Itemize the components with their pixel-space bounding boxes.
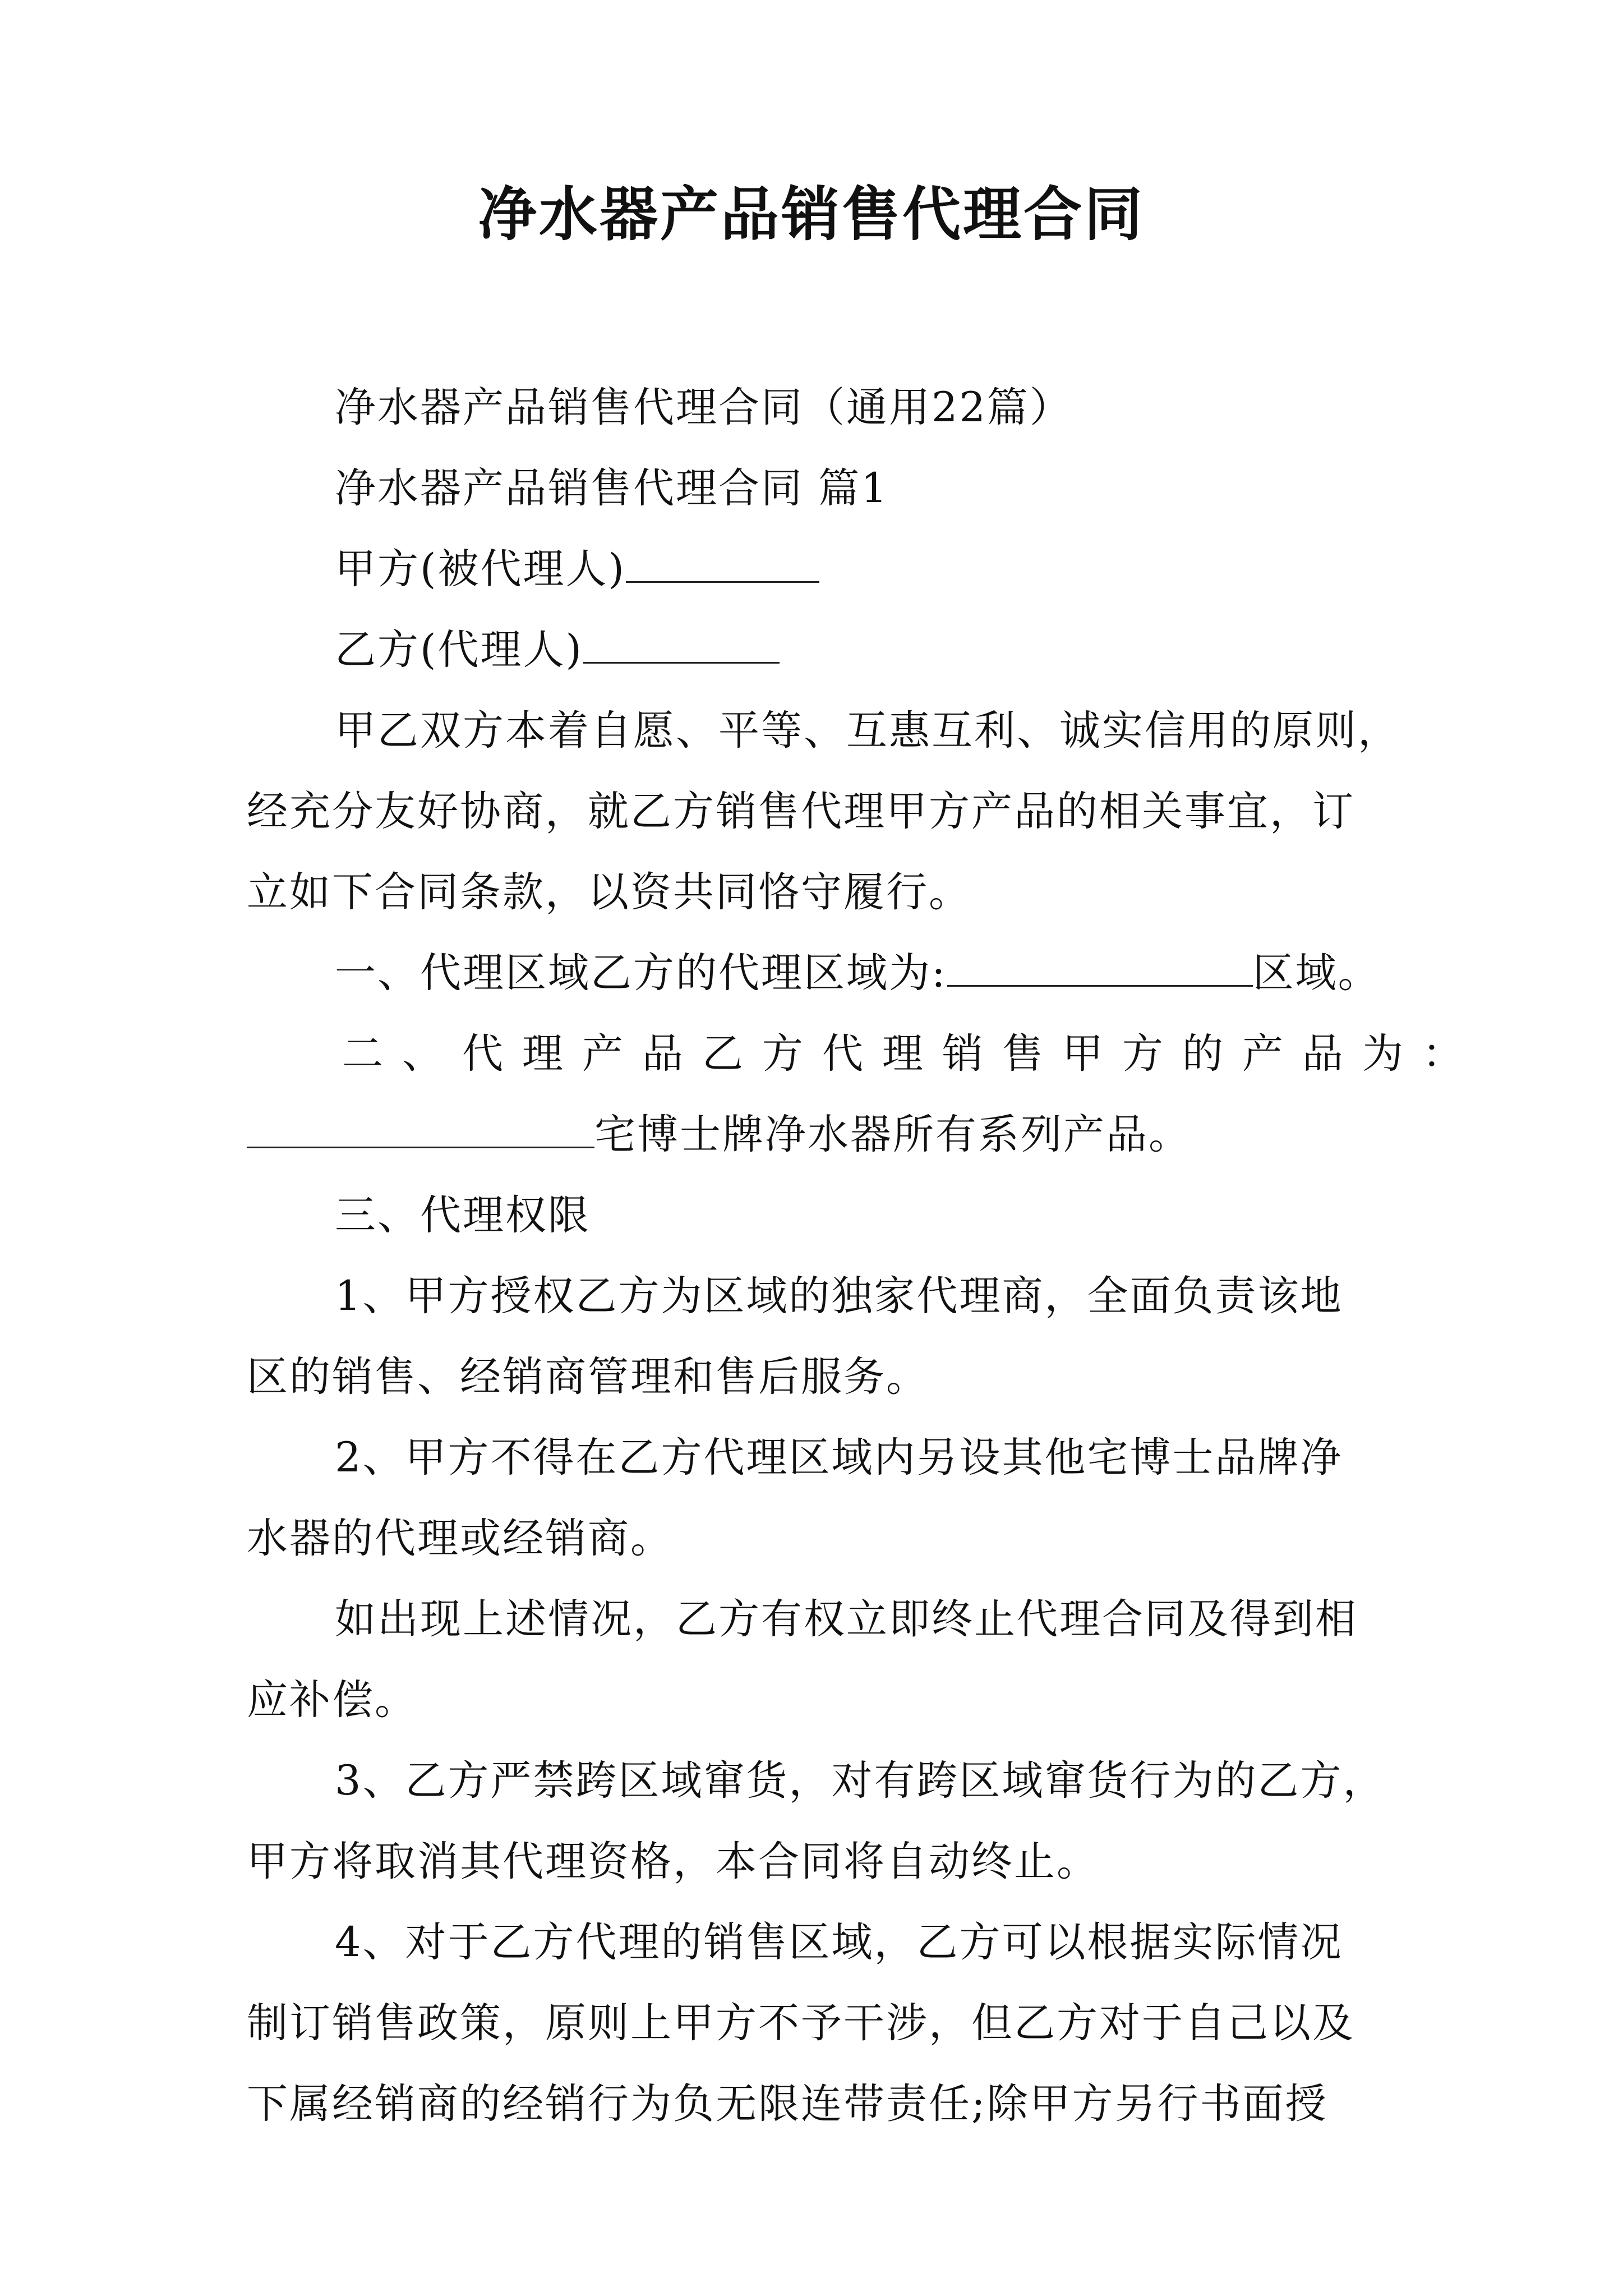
item-1-line-1: 1、甲方授权乙方为区域的独家代理商，全面负责该地 <box>335 1272 1343 1320</box>
item-2-line-1: 2、甲方不得在乙方代理区域内另设其他宅博士品牌净 <box>335 1434 1343 1481</box>
clause-1-suffix: 区域。 <box>1252 949 1381 997</box>
party-a-blank <box>626 541 819 583</box>
note-line-1: 如出现上述情况，乙方有权立即终止代理合同及得到相 <box>335 1595 1358 1643</box>
intro-line-3: 立如下合同条款，以资共同恪守履行。 <box>247 868 971 916</box>
item-4-line-1: 4、对于乙方代理的销售区域，乙方可以根据实际情况 <box>335 1918 1343 1966</box>
clause-3-heading: 三、代理权限 <box>335 1191 591 1239</box>
party-b-label: 乙方(代理人) <box>335 626 583 674</box>
item-3-line-1: 3、乙方严禁跨区域窜货，对有跨区域窜货行为的乙方， <box>335 1757 1386 1805</box>
item-2-line-2: 水器的代理或经销商。 <box>247 1515 673 1562</box>
clause-1-line <box>247 933 1380 1014</box>
item-1-line-2: 区的销售、经销商管理和售后服务。 <box>247 1353 929 1401</box>
clause-2-suffix: 宅博士牌净水器所有系列产品。 <box>594 1111 1191 1158</box>
clause-1-blank <box>947 945 1253 987</box>
document-body <box>247 367 1482 2145</box>
clause-1-label: 一、代理区域乙方的代理区域为: <box>335 949 947 997</box>
party-a-label: 甲方(被代理人) <box>335 545 626 593</box>
item-4-line-3: 下属经销商的经销行为负无限连带责任;除甲方另行书面授 <box>247 2080 1328 2128</box>
clause-2-blank <box>247 1106 594 1148</box>
clause-2-line <box>247 1014 1482 1094</box>
part-heading: 净水器产品销售代理合同 篇1 <box>335 464 889 512</box>
clause-2-label: 二、代理产品乙方代理销售甲方的产品为： <box>342 1030 1482 1078</box>
party-b-line <box>247 610 1380 691</box>
intro-line-1: 甲乙双方本着自愿、平等、互惠互利、诚实信用的原则， <box>335 707 1400 754</box>
party-a-line <box>247 529 1380 610</box>
item-3-line-2: 甲方将取消其代理资格，本合同将自动终止。 <box>247 1838 1099 1885</box>
note-line-2: 应补偿。 <box>247 1676 417 1724</box>
party-b-blank <box>583 622 780 664</box>
item-4-line-2: 制订销售政策，原则上甲方不予干涉，但乙方对于自己以及 <box>247 1999 1355 2047</box>
subtitle-line: 净水器产品销售代理合同（通用22篇） <box>335 384 1072 431</box>
document-title: 净水器产品销售代理合同 <box>478 180 1145 249</box>
clause-2-continuation <box>247 1094 1380 1175</box>
intro-line-2: 经充分友好协商，就乙方销售代理甲方产品的相关事宜，订 <box>247 788 1355 835</box>
